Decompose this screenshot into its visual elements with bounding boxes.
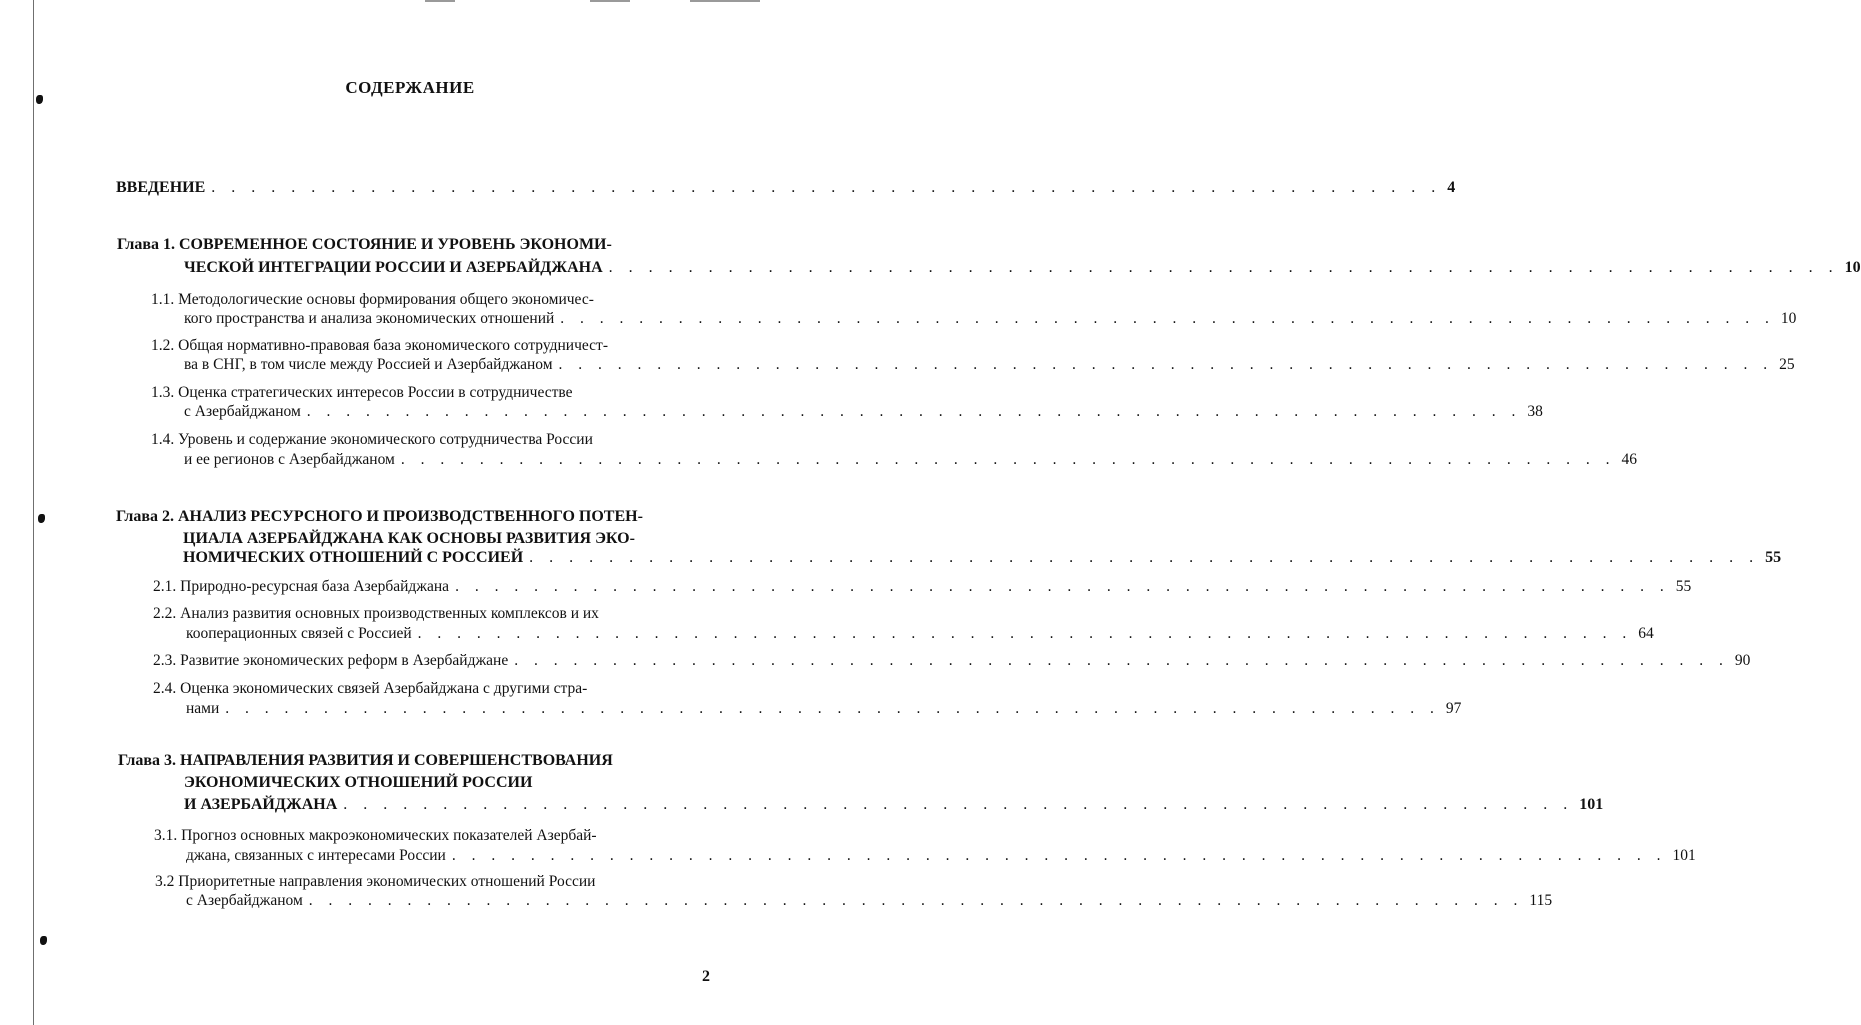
section-text: кооперационных связей с Россией bbox=[186, 625, 412, 642]
toc-intro-page: 4 bbox=[1447, 179, 1456, 196]
chapter-title-text: НОМИЧЕСКИХ ОТНОШЕНИЙ С РОССИЕЙ bbox=[183, 549, 524, 566]
page-title: СОДЕРЖАНИЕ bbox=[345, 78, 475, 97]
scan-mark bbox=[40, 936, 47, 945]
dot-leader: . . . . . . . . . . . . . . . . . . . . . . . . . . . . . . . . . . . . . . . . . . . . . . . . . . . . . . . . . . . . . . bbox=[343, 796, 1574, 813]
section-line-last bbox=[153, 577, 1692, 597]
scan-smudge bbox=[690, 0, 760, 2]
dot-leader: . . . . . . . . . . . . . . . . . . . . . . . . . . . . . . . . . . . . . . . . . . . . . . . . . . . . . . . . . . . . . . bbox=[306, 403, 1522, 420]
dot-leader: . . . . . . . . . . . . . . . . . . . . . . . . . . . . . . . . . . . . . . . . . . . . . . . . . . . . . . . . . . . . . . bbox=[514, 652, 1729, 669]
chapter-title-line: ЦИАЛА АЗЕРБАЙДЖАНА КАК ОСНОВЫ РАЗВИТИЯ ЭКО- bbox=[183, 530, 635, 547]
chapter-title-text: И АЗЕРБАЙДЖАНА bbox=[184, 796, 338, 813]
chapter-title-line-last bbox=[184, 258, 1861, 278]
dot-leader: . . . . . . . . . . . . . . . . . . . . . . . . . . . . . . . . . . . . . . . . . . . . . . . . . . . . . . . . . . . . . . bbox=[529, 549, 1760, 566]
section-line-last bbox=[186, 846, 1696, 866]
dot-leader: . . . . . . . . . . . . . . . . . . . . . . . . . . . . . . . . . . . . . . . . . . . . . . . . . . . . . . . . . . . . . . bbox=[608, 259, 1839, 276]
dot-leader: . . . . . . . . . . . . . . . . . . . . . . . . . . . . . . . . . . . . . . . . . . . . . . . . . . . . . . . . . . . . . . bbox=[308, 892, 1524, 909]
dot-leader: . . . . . . . . . . . . . . . . . . . . . . . . . . . . . . . . . . . . . . . . . . . . . . . . . . . . . . . . . . . . . . bbox=[417, 625, 1633, 642]
section-text: с Азербайджаном bbox=[186, 892, 303, 909]
section-line: 3.2 Приоритетные направления экономических отношений России bbox=[155, 873, 596, 890]
section-page: 46 bbox=[1621, 451, 1637, 468]
chapter-title-line: Глава 1. СОВРЕМЕННОЕ СОСТОЯНИЕ И УРОВЕНЬ ЭКОНОМИ- bbox=[117, 236, 612, 253]
section-page: 115 bbox=[1529, 892, 1553, 909]
section-page: 25 bbox=[1779, 356, 1795, 373]
dot-leader: . . . . . . . . . . . . . . . . . . . . . . . . . . . . . . . . . . . . . . . . . . . . . . . . . . . . . . . . . . . . . . bbox=[558, 356, 1774, 373]
section-line-last bbox=[184, 309, 1797, 329]
section-line-last bbox=[184, 450, 1637, 470]
section-text: джана, связанных с интересами России bbox=[186, 847, 446, 864]
scan-smudge bbox=[425, 0, 455, 2]
section-text: ва в СНГ, в том числе между Россией и Азербайджаном bbox=[184, 356, 553, 373]
chapter-page: 10 bbox=[1844, 259, 1861, 276]
section-page: 101 bbox=[1672, 847, 1696, 864]
section-line: 2.2. Анализ развития основных производственных комплексов и их bbox=[153, 605, 599, 622]
toc-intro-label: ВВЕДЕНИЕ bbox=[116, 179, 206, 196]
section-text: 2.3. Развитие экономических реформ в Азербайджане bbox=[153, 652, 509, 669]
section-line: 1.2. Общая нормативно-правовая база экономического сотрудничест- bbox=[151, 337, 608, 354]
section-line-last bbox=[186, 624, 1654, 644]
chapter-title-line: Глава 3. НАПРАВЛЕНИЯ РАЗВИТИЯ И СОВЕРШЕНСТВОВАНИЯ bbox=[118, 752, 613, 769]
section-page: 55 bbox=[1675, 578, 1692, 595]
section-page: 97 bbox=[1445, 700, 1462, 717]
section-line-last bbox=[184, 355, 1795, 375]
section-line: 1.4. Уровень и содержание экономического сотрудничества России bbox=[151, 431, 593, 448]
chapter-title-line-last bbox=[184, 795, 1604, 815]
dot-leader: . . . . . . . . . . . . . . . . . . . . . . . . . . . . . . . . . . . . . . . . . . . . . . . . . . . . . . . . . . . . . . bbox=[455, 578, 1670, 595]
page-number: 2 bbox=[702, 968, 710, 985]
section-text: 2.1. Природно-ресурсная база Азербайджана bbox=[153, 578, 450, 595]
section-page: 64 bbox=[1638, 625, 1654, 642]
chapter-title-line-last bbox=[183, 548, 1782, 568]
chapter-title-line: ЭКОНОМИЧЕСКИХ ОТНОШЕНИЙ РОССИИ bbox=[184, 774, 533, 791]
section-line: 2.4. Оценка экономических связей Азербайджана с другими стра- bbox=[153, 680, 588, 697]
section-line-last bbox=[186, 891, 1553, 911]
dot-leader: . . . . . . . . . . . . . . . . . . . . . . . . . . . . . . . . . . . . . . . . . . . . . . . . . . . . . . . . . . . . . . bbox=[400, 451, 1616, 468]
scan-margin-line bbox=[33, 0, 34, 1025]
section-line-last bbox=[153, 651, 1751, 671]
section-text: кого пространства и анализа экономических отношений bbox=[184, 310, 555, 327]
section-line-last bbox=[186, 699, 1462, 719]
chapter-title-line: Глава 2. АНАЛИЗ РЕСУРСНОГО И ПРОИЗВОДСТВЕННОГО ПОТЕН- bbox=[116, 508, 643, 525]
section-page: 10 bbox=[1780, 310, 1797, 327]
section-line: 1.3. Оценка стратегических интересов России в сотрудничестве bbox=[151, 384, 573, 401]
dot-leader: . . . . . . . . . . . . . . . . . . . . . . . . . . . . . . . . . . . . . . . . . . . . . . . . . . . . . . . . . . . . . . bbox=[211, 179, 1442, 196]
section-text: нами bbox=[186, 700, 220, 717]
dot-leader: . . . . . . . . . . . . . . . . . . . . . . . . . . . . . . . . . . . . . . . . . . . . . . . . . . . . . . . . . . . . . . bbox=[560, 310, 1775, 327]
chapter-page: 55 bbox=[1765, 549, 1782, 566]
chapter-page: 101 bbox=[1579, 796, 1604, 813]
section-text: с Азербайджаном bbox=[184, 403, 301, 420]
scan-mark bbox=[38, 514, 45, 523]
scan-smudge bbox=[590, 0, 630, 2]
section-line-last bbox=[184, 402, 1543, 422]
section-line: 1.1. Методологические основы формирования общего экономичес- bbox=[151, 291, 594, 308]
section-page: 38 bbox=[1527, 403, 1543, 420]
chapter-title-text: ЧЕСКОЙ ИНТЕГРАЦИИ РОССИИ И АЗЕРБАЙДЖАНА bbox=[184, 259, 603, 276]
toc-intro bbox=[116, 178, 1456, 198]
section-line: 3.1. Прогноз основных макроэкономических показателей Азербай- bbox=[154, 827, 597, 844]
section-text: и ее регионов с Азербайджаном bbox=[184, 451, 395, 468]
dot-leader: . . . . . . . . . . . . . . . . . . . . . . . . . . . . . . . . . . . . . . . . . . . . . . . . . . . . . . . . . . . . . . bbox=[451, 847, 1667, 864]
section-page: 90 bbox=[1734, 652, 1751, 669]
dot-leader: . . . . . . . . . . . . . . . . . . . . . . . . . . . . . . . . . . . . . . . . . . . . . . . . . . . . . . . . . . . . . . bbox=[225, 700, 1440, 717]
